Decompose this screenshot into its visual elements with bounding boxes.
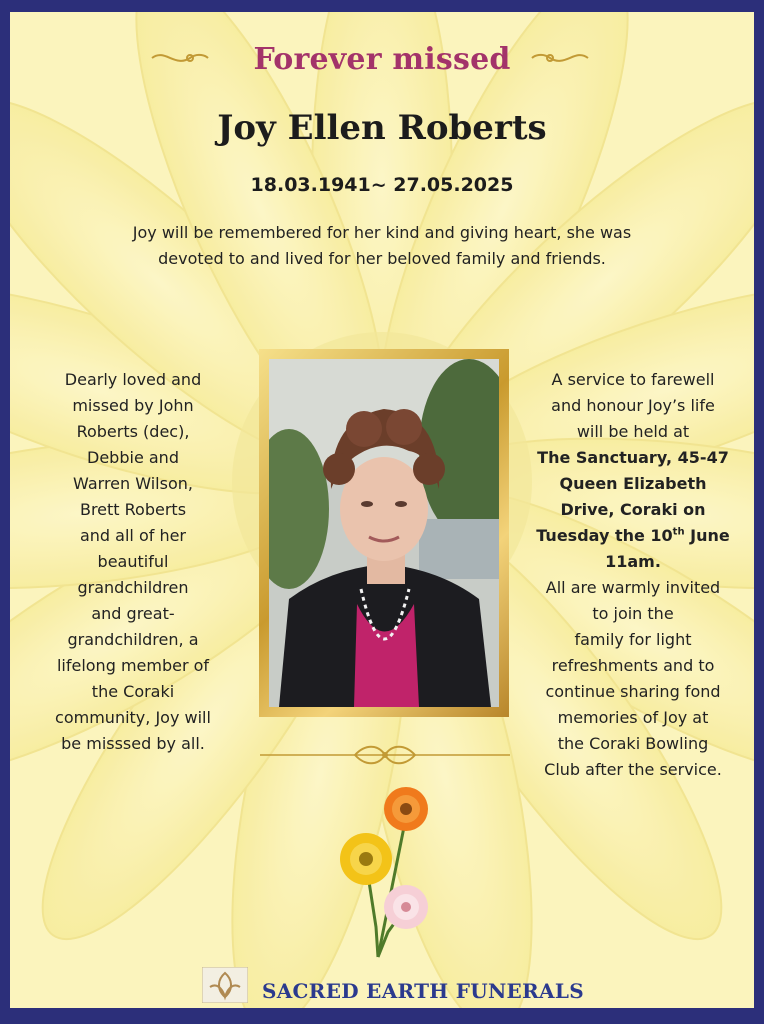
service-line: will be held at — [576, 422, 690, 441]
service-line: continue sharing fond — [545, 682, 721, 701]
service-line: Club after the service. — [544, 760, 722, 779]
service-line: the Coraki Bowling — [557, 734, 709, 753]
life-dates: 18.03.1941~ 27.05.2025 — [250, 174, 514, 196]
service-details — [518, 367, 748, 783]
memorial-card — [10, 12, 754, 1008]
intro-line: Joy will be remembered for her kind and giving heart, she was — [132, 223, 632, 242]
portrait-photo — [269, 359, 499, 707]
service-date-suffix-sup: th — [672, 526, 685, 538]
card-content — [10, 12, 754, 1008]
tribute-line: and all of her — [79, 526, 187, 545]
tribute-line: Roberts (dec), — [76, 422, 190, 441]
funeral-logo-icon — [202, 967, 248, 1003]
service-line: All are warmly invited — [545, 578, 721, 597]
service-line: refreshments and to — [551, 656, 715, 675]
intro-text — [80, 220, 684, 272]
deceased-name: Joy Ellen Roberts — [217, 108, 547, 148]
service-line: family for light — [574, 630, 692, 649]
service-line: A service to farewell — [551, 370, 715, 389]
tribute-line: Warren Wilson, — [73, 474, 193, 493]
venue-line: The Sanctuary, 45-47 — [537, 448, 729, 467]
page-title: Forever missed — [253, 42, 511, 77]
funeral-home-name: SACRED EARTH FUNERALS — [262, 979, 584, 1003]
venue-line: Drive, Coraki on — [560, 500, 706, 519]
service-line: and honour Joy’s life — [551, 396, 715, 415]
intro-line: devoted to and lived for her beloved family and friends. — [158, 249, 606, 268]
service-date — [518, 523, 748, 549]
service-date-month: June — [684, 526, 730, 545]
tribute-line: community, Joy will — [55, 708, 211, 727]
tribute-line: beautiful — [97, 552, 169, 571]
service-line: to join the — [592, 604, 674, 623]
tribute-line: be misssed by all. — [61, 734, 205, 753]
tribute-line: Brett Roberts — [79, 500, 187, 519]
tribute-line: lifelong member of — [56, 656, 210, 675]
tribute-line: and great- — [91, 604, 175, 623]
flower-bouquet-icon — [328, 787, 438, 967]
service-time: 11am. — [605, 552, 661, 571]
service-line: memories of Joy at — [557, 708, 709, 727]
tribute-line: grandchildren — [77, 578, 189, 597]
photo-frame — [259, 349, 509, 717]
portrait-illustration — [269, 359, 499, 707]
tribute-line: missed by John — [72, 396, 194, 415]
venue-line: Queen Elizabeth — [559, 474, 707, 493]
service-date-prefix: Tuesday the 10 — [536, 526, 673, 545]
divider-flourish-icon — [260, 742, 510, 768]
tribute-line: Debbie and — [87, 448, 179, 467]
tribute-line: the Coraki — [91, 682, 175, 701]
flourish-icon — [530, 46, 590, 70]
tribute-line: Dearly loved and — [64, 370, 202, 389]
family-tribute — [30, 367, 236, 757]
tribute-line: grandchildren, a — [67, 630, 199, 649]
